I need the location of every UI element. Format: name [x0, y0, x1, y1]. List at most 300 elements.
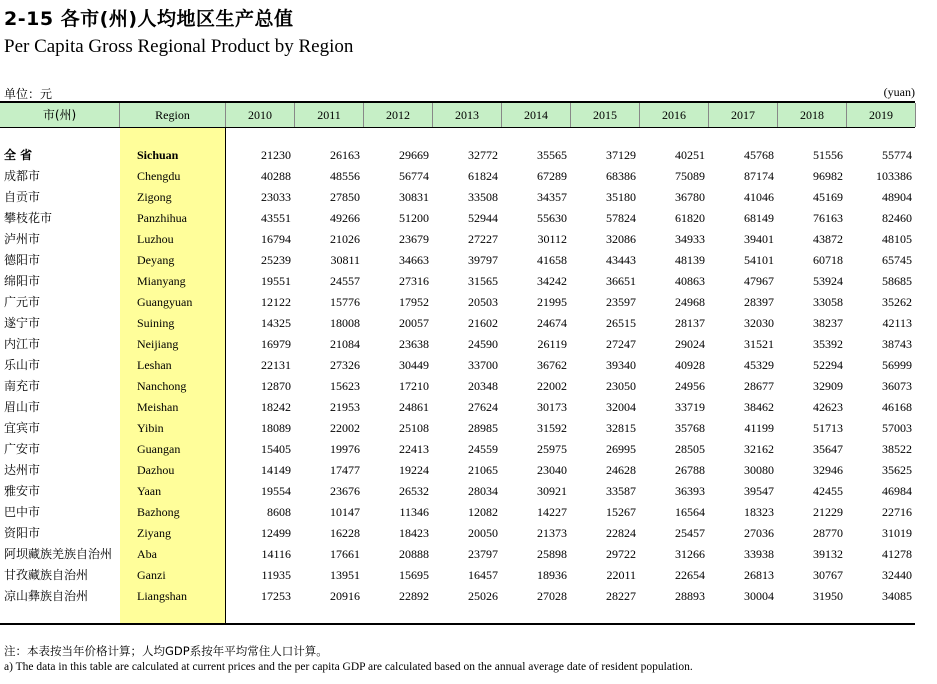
row-value: 41658: [537, 253, 567, 267]
table-row: [0, 313, 915, 334]
row-value: 32772: [468, 148, 498, 162]
row-city-name: 泸州市: [4, 232, 41, 246]
row-city-name: 成都市: [4, 169, 41, 183]
row-value: 40288: [261, 169, 291, 183]
row-region-name: Liangshan: [137, 589, 187, 603]
row-region-name: Bazhong: [137, 505, 180, 519]
row-value: 31019: [882, 526, 912, 540]
row-value: 43551: [261, 211, 291, 225]
table-row: [0, 250, 915, 271]
row-region-name: Ziyang: [137, 526, 171, 540]
table-row: [0, 187, 915, 208]
row-value: 14227: [537, 505, 567, 519]
table-row: [0, 166, 915, 187]
row-value: 30112: [537, 232, 567, 246]
row-value: 21995: [537, 295, 567, 309]
row-value: 42455: [813, 484, 843, 498]
table-bottom-rule: [0, 623, 915, 625]
row-value: 28505: [675, 442, 705, 456]
row-value: 18323: [744, 505, 774, 519]
row-city-name: 阿坝藏族羌族自治州: [4, 547, 113, 561]
unit-label-cn: 单位：元: [4, 87, 53, 101]
header-year: 2012: [364, 103, 433, 127]
row-region-name: Yibin: [137, 421, 164, 435]
row-value: 29722: [606, 547, 636, 561]
row-value: 41278: [882, 547, 912, 561]
row-value: 23638: [399, 337, 429, 351]
row-value: 39340: [606, 358, 636, 372]
row-value: 30921: [537, 484, 567, 498]
table-row: [0, 376, 915, 397]
row-value: 19976: [330, 442, 360, 456]
row-city-name: 遂宁市: [4, 316, 41, 330]
row-city-name: 资阳市: [4, 526, 41, 540]
row-value: 28397: [744, 295, 774, 309]
row-value: 31521: [744, 337, 774, 351]
row-value: 38462: [744, 400, 774, 414]
row-value: 27316: [399, 274, 429, 288]
row-value: 22002: [330, 421, 360, 435]
row-region-name: Chengdu: [137, 169, 181, 183]
table-row: [0, 334, 915, 355]
row-value: 34085: [882, 589, 912, 603]
row-value: 51200: [399, 211, 429, 225]
row-region-name: Luzhou: [137, 232, 174, 246]
table-row: [0, 565, 915, 586]
row-value: 34933: [675, 232, 705, 246]
table-row: [0, 439, 915, 460]
row-region-name: Neijiang: [137, 337, 179, 351]
row-city-name: 广安市: [4, 442, 41, 456]
row-value: 33700: [468, 358, 498, 372]
row-value: 20050: [468, 526, 498, 540]
header-year: 2015: [571, 103, 640, 127]
row-value: 11346: [399, 505, 429, 519]
row-value: 20503: [468, 295, 498, 309]
row-value: 61824: [468, 169, 498, 183]
row-city-name: 达州市: [4, 463, 41, 477]
row-value: 13951: [330, 568, 360, 582]
table-row: [0, 397, 915, 418]
row-value: 35262: [882, 295, 912, 309]
row-value: 32030: [744, 316, 774, 330]
row-value: 26995: [606, 442, 636, 456]
row-value: 17477: [330, 463, 360, 477]
row-value: 21373: [537, 526, 567, 540]
row-value: 65745: [882, 253, 912, 267]
row-value: 21065: [468, 463, 498, 477]
row-value: 40863: [675, 274, 705, 288]
row-city-name: 眉山市: [4, 400, 41, 414]
row-value: 30173: [537, 400, 567, 414]
row-city-name: 德阳市: [4, 253, 41, 267]
table-row: [0, 523, 915, 544]
row-value: 33587: [606, 484, 636, 498]
row-value: 32004: [606, 400, 636, 414]
row-value: 28677: [744, 379, 774, 393]
row-value: 36651: [606, 274, 636, 288]
row-value: 32162: [744, 442, 774, 456]
row-value: 23797: [468, 547, 498, 561]
table-row: [0, 481, 915, 502]
row-value: 35768: [675, 421, 705, 435]
row-value: 30811: [330, 253, 360, 267]
footnote-en: a) The data in this table are calculated at current prices and the per capita GDP are calculated based on the annual average date of resident population.: [4, 661, 693, 673]
row-region-name: Guangan: [137, 442, 181, 456]
row-value: 39401: [744, 232, 774, 246]
row-value: 36762: [537, 358, 567, 372]
row-value: 30080: [744, 463, 774, 477]
row-region-name: Sichuan: [137, 148, 179, 162]
row-value: 37129: [606, 148, 636, 162]
row-value: 25108: [399, 421, 429, 435]
row-value: 39797: [468, 253, 498, 267]
row-value: 45329: [744, 358, 774, 372]
row-value: 30449: [399, 358, 429, 372]
row-region-name: Meishan: [137, 400, 179, 414]
row-value: 33508: [468, 190, 498, 204]
row-region-name: Deyang: [137, 253, 175, 267]
row-value: 12122: [261, 295, 291, 309]
row-value: 103386: [876, 169, 912, 183]
row-value: 35180: [606, 190, 636, 204]
header-city: 市(州): [0, 103, 120, 127]
row-value: 17952: [399, 295, 429, 309]
row-value: 27850: [330, 190, 360, 204]
row-value: 10147: [330, 505, 360, 519]
row-value: 25975: [537, 442, 567, 456]
row-value: 38237: [813, 316, 843, 330]
row-value: 24956: [675, 379, 705, 393]
row-value: 19551: [261, 274, 291, 288]
row-value: 21229: [813, 505, 843, 519]
row-value: 15405: [261, 442, 291, 456]
row-region-name: Guangyuan: [137, 295, 193, 309]
row-value: 32086: [606, 232, 636, 246]
row-value: 42113: [882, 316, 912, 330]
row-value: 27227: [468, 232, 498, 246]
row-value: 43443: [606, 253, 636, 267]
row-city-name: 南充市: [4, 379, 41, 393]
row-value: 82460: [882, 211, 912, 225]
row-value: 32909: [813, 379, 843, 393]
row-value: 53924: [813, 274, 843, 288]
row-value: 68149: [744, 211, 774, 225]
row-value: 48904: [882, 190, 912, 204]
row-value: 25898: [537, 547, 567, 561]
row-value: 45169: [813, 190, 843, 204]
row-value: 27028: [537, 589, 567, 603]
row-value: 24968: [675, 295, 705, 309]
row-value: 22131: [261, 358, 291, 372]
row-value: 24590: [468, 337, 498, 351]
row-city-name: 攀枝花市: [4, 211, 53, 225]
row-value: 24674: [537, 316, 567, 330]
row-value: 26813: [744, 568, 774, 582]
header-year: 2011: [295, 103, 364, 127]
row-value: 16228: [330, 526, 360, 540]
row-value: 68386: [606, 169, 636, 183]
row-city-name: 凉山彝族自治州: [4, 589, 89, 603]
row-value: 22002: [537, 379, 567, 393]
row-value: 34663: [399, 253, 429, 267]
row-value: 31592: [537, 421, 567, 435]
table-title-cn: 2-15 各市(州)人均地区生产总值: [4, 8, 294, 30]
row-value: 20348: [468, 379, 498, 393]
row-value: 57824: [606, 211, 636, 225]
row-value: 27326: [330, 358, 360, 372]
table-row: [0, 208, 915, 229]
table-row: [0, 145, 915, 166]
row-value: 28893: [675, 589, 705, 603]
header-year: 2016: [640, 103, 709, 127]
row-value: 54101: [744, 253, 774, 267]
table-row: [0, 355, 915, 376]
table-title-en: Per Capita Gross Regional Product by Region: [4, 36, 354, 57]
row-value: 21230: [261, 148, 291, 162]
row-value: 15267: [606, 505, 636, 519]
row-value: 27036: [744, 526, 774, 540]
row-value: 15623: [330, 379, 360, 393]
row-city-name: 内江市: [4, 337, 41, 351]
row-value: 32440: [882, 568, 912, 582]
row-value: 34357: [537, 190, 567, 204]
row-value: 12870: [261, 379, 291, 393]
row-value: 30767: [813, 568, 843, 582]
header-year: 2014: [502, 103, 571, 127]
footnote-cn: 注：本表按当年价格计算；人均GDP系按年平均常住人口计算。: [4, 644, 328, 658]
row-value: 26788: [675, 463, 705, 477]
row-region-name: Suining: [137, 316, 175, 330]
row-value: 25239: [261, 253, 291, 267]
row-value: 30831: [399, 190, 429, 204]
table-row: [0, 292, 915, 313]
row-value: 21026: [330, 232, 360, 246]
row-city-name: 雅安市: [4, 484, 41, 498]
row-value: 35647: [813, 442, 843, 456]
row-region-name: Mianyang: [137, 274, 186, 288]
row-value: 18008: [330, 316, 360, 330]
row-value: 38522: [882, 442, 912, 456]
table-row: [0, 544, 915, 565]
row-value: 16564: [675, 505, 705, 519]
row-value: 19224: [399, 463, 429, 477]
row-region-name: Nanchong: [137, 379, 187, 393]
row-value: 49266: [330, 211, 360, 225]
header-year: 2010: [226, 103, 295, 127]
row-value: 35625: [882, 463, 912, 477]
row-value: 51556: [813, 148, 843, 162]
row-region-name: Panzhihua: [137, 211, 187, 225]
row-value: 22413: [399, 442, 429, 456]
row-value: 36780: [675, 190, 705, 204]
unit-label-en: (yuan): [883, 85, 915, 99]
row-value: 46984: [882, 484, 912, 498]
header-year: 2019: [847, 103, 916, 127]
row-region-name: Aba: [137, 547, 157, 561]
row-region-name: Dazhou: [137, 463, 175, 477]
row-value: 39547: [744, 484, 774, 498]
row-value: 21084: [330, 337, 360, 351]
row-value: 31266: [675, 547, 705, 561]
row-value: 20057: [399, 316, 429, 330]
row-value: 26532: [399, 484, 429, 498]
row-value: 32946: [813, 463, 843, 477]
row-value: 12082: [468, 505, 498, 519]
row-value: 52944: [468, 211, 498, 225]
row-value: 26163: [330, 148, 360, 162]
row-region-name: Yaan: [137, 484, 162, 498]
row-value: 18423: [399, 526, 429, 540]
row-value: 55774: [882, 148, 912, 162]
row-value: 14149: [261, 463, 291, 477]
row-value: 28770: [813, 526, 843, 540]
row-city-name: 乐山市: [4, 358, 41, 372]
row-value: 96982: [813, 169, 843, 183]
row-city-name: 自贡市: [4, 190, 41, 204]
row-value: 41199: [744, 421, 774, 435]
row-value: 67289: [537, 169, 567, 183]
row-value: 31565: [468, 274, 498, 288]
row-value: 47967: [744, 274, 774, 288]
row-value: 23679: [399, 232, 429, 246]
row-value: 28985: [468, 421, 498, 435]
row-value: 56774: [399, 169, 429, 183]
header-year: 2013: [433, 103, 502, 127]
row-value: 30004: [744, 589, 774, 603]
row-value: 28034: [468, 484, 498, 498]
row-value: 55630: [537, 211, 567, 225]
row-value: 24861: [399, 400, 429, 414]
row-value: 17210: [399, 379, 429, 393]
row-value: 16457: [468, 568, 498, 582]
row-city-name: 广元市: [4, 295, 41, 309]
row-value: 61820: [675, 211, 705, 225]
row-value: 33058: [813, 295, 843, 309]
row-value: 51713: [813, 421, 843, 435]
row-value: 34242: [537, 274, 567, 288]
row-value: 46168: [882, 400, 912, 414]
row-city-name: 甘孜藏族自治州: [4, 568, 89, 582]
row-region-name: Ganzi: [137, 568, 166, 582]
row-value: 22716: [882, 505, 912, 519]
row-value: 14116: [261, 547, 291, 561]
row-value: 39132: [813, 547, 843, 561]
row-value: 16979: [261, 337, 291, 351]
row-value: 87174: [744, 169, 774, 183]
row-value: 75089: [675, 169, 705, 183]
row-value: 22824: [606, 526, 636, 540]
row-value: 32815: [606, 421, 636, 435]
header-region: Region: [120, 103, 226, 127]
row-value: 48139: [675, 253, 705, 267]
row-value: 26515: [606, 316, 636, 330]
row-value: 23597: [606, 295, 636, 309]
row-value: 24559: [468, 442, 498, 456]
row-region-name: Zigong: [137, 190, 172, 204]
row-value: 48556: [330, 169, 360, 183]
row-value: 23033: [261, 190, 291, 204]
header-year: 2018: [778, 103, 847, 127]
table-row: [0, 229, 915, 250]
table-header: [0, 103, 915, 127]
row-value: 56999: [882, 358, 912, 372]
table-row: [0, 502, 915, 523]
row-value: 35565: [537, 148, 567, 162]
row-value: 24628: [606, 463, 636, 477]
row-value: 25026: [468, 589, 498, 603]
row-value: 23676: [330, 484, 360, 498]
row-value: 58685: [882, 274, 912, 288]
row-region-name: Leshan: [137, 358, 172, 372]
row-value: 26119: [537, 337, 567, 351]
row-value: 18089: [261, 421, 291, 435]
row-value: 27247: [606, 337, 636, 351]
row-value: 18242: [261, 400, 291, 414]
row-value: 29669: [399, 148, 429, 162]
row-value: 19554: [261, 484, 291, 498]
row-value: 28227: [606, 589, 636, 603]
row-value: 29024: [675, 337, 705, 351]
row-value: 22892: [399, 589, 429, 603]
row-value: 12499: [261, 526, 291, 540]
table-row: [0, 586, 915, 607]
row-value: 36393: [675, 484, 705, 498]
row-value: 45768: [744, 148, 774, 162]
row-value: 28137: [675, 316, 705, 330]
row-value: 31950: [813, 589, 843, 603]
row-city-name: 绵阳市: [4, 274, 41, 288]
row-value: 60718: [813, 253, 843, 267]
row-value: 40251: [675, 148, 705, 162]
row-value: 23040: [537, 463, 567, 477]
row-value: 43872: [813, 232, 843, 246]
row-value: 52294: [813, 358, 843, 372]
row-value: 33719: [675, 400, 705, 414]
row-value: 8608: [267, 505, 291, 519]
row-value: 48105: [882, 232, 912, 246]
row-value: 57003: [882, 421, 912, 435]
row-value: 41046: [744, 190, 774, 204]
row-value: 25457: [675, 526, 705, 540]
header-year: 2017: [709, 103, 778, 127]
row-value: 76163: [813, 211, 843, 225]
row-city-name: 巴中市: [4, 505, 41, 519]
row-value: 11935: [261, 568, 291, 582]
row-value: 21953: [330, 400, 360, 414]
row-value: 16794: [261, 232, 291, 246]
table-row: [0, 271, 915, 292]
row-value: 18936: [537, 568, 567, 582]
row-city-name: 全 省: [4, 148, 33, 162]
row-value: 22011: [606, 568, 636, 582]
row-value: 38743: [882, 337, 912, 351]
row-value: 36073: [882, 379, 912, 393]
row-value: 23050: [606, 379, 636, 393]
row-value: 17661: [330, 547, 360, 561]
row-value: 27624: [468, 400, 498, 414]
row-value: 20888: [399, 547, 429, 561]
table-row: [0, 418, 915, 439]
table-row: [0, 460, 915, 481]
row-value: 21602: [468, 316, 498, 330]
row-value: 33938: [744, 547, 774, 561]
row-value: 40928: [675, 358, 705, 372]
row-value: 22654: [675, 568, 705, 582]
row-value: 14325: [261, 316, 291, 330]
row-value: 24557: [330, 274, 360, 288]
row-value: 15776: [330, 295, 360, 309]
